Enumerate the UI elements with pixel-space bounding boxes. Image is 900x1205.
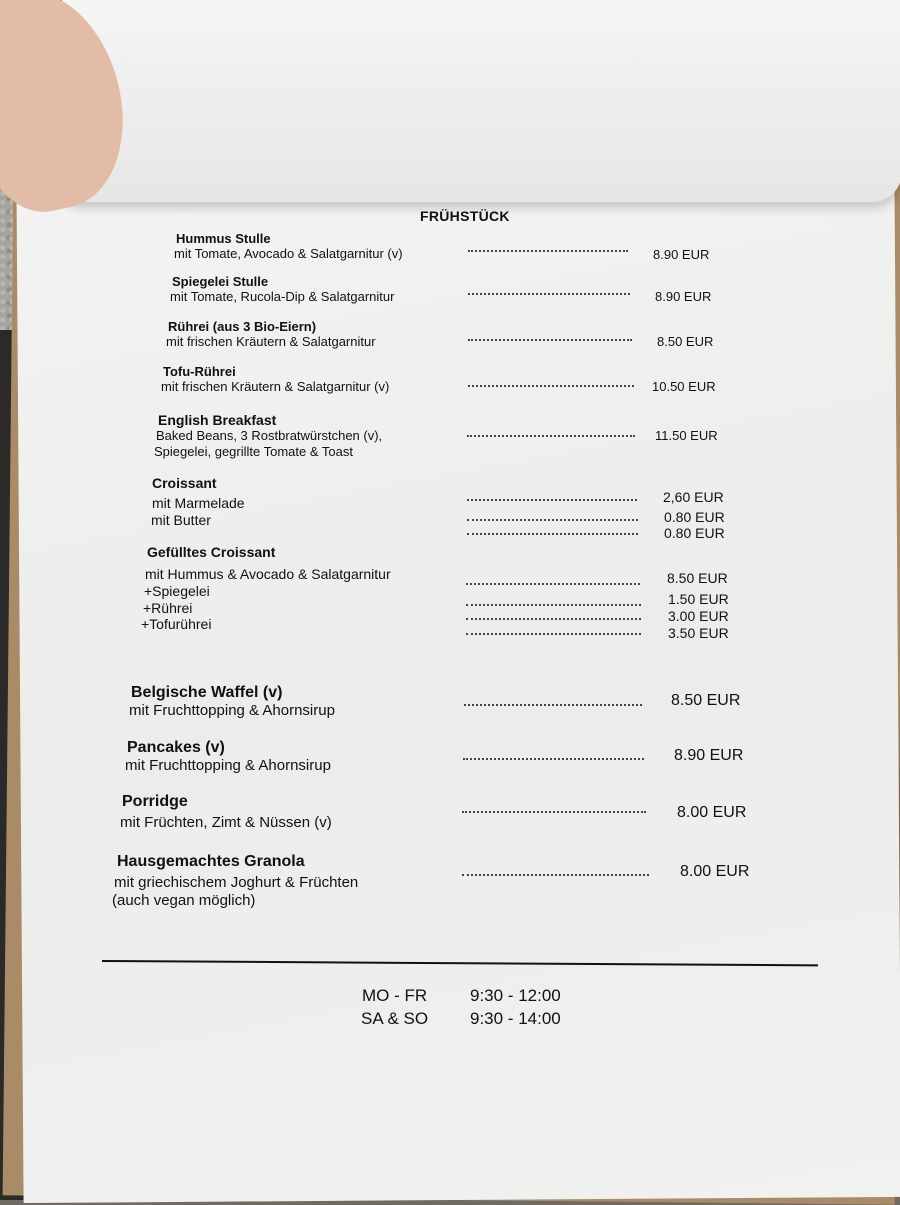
item-name: Hausgemachtes Granola xyxy=(117,853,305,870)
item-price: 8.50 EUR xyxy=(657,334,714,349)
menu-item xyxy=(168,319,376,350)
item-price: 8.00 EUR xyxy=(680,863,750,880)
leader-dots xyxy=(467,435,635,437)
leader-dots xyxy=(466,633,641,635)
item-name: Belgische Waffel (v) xyxy=(131,684,283,701)
opening-days: SA & SO xyxy=(361,1009,429,1028)
item-price: 8.00 EUR xyxy=(677,804,747,821)
item-description: +Spiegelei xyxy=(144,582,210,599)
leader-dots xyxy=(462,811,646,813)
menu-item xyxy=(176,231,403,262)
item-name: English Breakfast xyxy=(158,412,277,428)
leader-dots xyxy=(462,874,649,876)
leader-dots xyxy=(467,533,638,535)
item-name: Rührei (aus 3 Bio-Eiern) xyxy=(168,319,317,334)
menu-item xyxy=(163,364,389,395)
item-price: 8.90 EUR xyxy=(674,747,744,764)
leader-dots xyxy=(466,618,641,620)
menu-item xyxy=(154,412,383,459)
menu-item xyxy=(152,475,245,529)
item-price: 11.50 EUR xyxy=(655,428,718,443)
opening-time: 9:30 - 14:00 xyxy=(470,1009,561,1028)
item-name: Porridge xyxy=(122,793,188,810)
menu-item xyxy=(172,274,394,305)
item-description: (auch vegan möglich) xyxy=(112,892,256,909)
item-name: Tofu-Rührei xyxy=(163,364,236,379)
item-name: Croissant xyxy=(152,475,217,491)
opening-days: MO - FR xyxy=(362,986,428,1005)
leader-dots xyxy=(466,604,641,606)
item-description: mit Fruchttopping & Ahornsirup xyxy=(125,757,331,774)
leader-dots xyxy=(468,339,632,341)
item-description: mit Butter xyxy=(151,511,211,528)
item-description: mit Früchten, Zimt & Nüssen (v) xyxy=(120,814,332,831)
item-description: mit Tomate, Rucola-Dip & Salatgarnitur xyxy=(170,289,395,304)
menu-item xyxy=(122,793,332,832)
item-price: 3.00 EUR xyxy=(668,608,729,624)
leader-dots xyxy=(467,519,638,521)
leader-dots xyxy=(468,250,628,252)
item-price: 10.50 EUR xyxy=(652,379,716,394)
item-description: mit Tomate, Avocado & Salatgarnitur (v) xyxy=(174,246,403,261)
menu-item xyxy=(112,853,359,910)
item-name: Gefülltes Croissant xyxy=(147,544,276,560)
item-price: 8.90 EUR xyxy=(655,289,712,304)
item-name: Hummus Stulle xyxy=(176,231,271,246)
leader-dots xyxy=(468,385,634,387)
item-description: +Tofurührei xyxy=(141,616,212,633)
item-description: +Rührei xyxy=(143,599,193,616)
item-description: mit Fruchttopping & Ahornsirup xyxy=(129,702,335,719)
item-description: mit frischen Kräutern & Salatgarnitur (v) xyxy=(161,379,390,394)
leader-dots xyxy=(466,583,640,585)
section-title: FRÜHSTÜCK xyxy=(420,208,510,224)
leader-dots xyxy=(464,704,642,706)
item-description: mit Hummus & Avocado & Salatgarnitur xyxy=(145,566,391,582)
item-price: 8.50 EUR xyxy=(667,570,728,586)
item-price: 3.50 EUR xyxy=(668,625,729,641)
item-description: mit Marmelade xyxy=(152,495,245,511)
item-description: mit griechischem Joghurt & Früchten xyxy=(114,874,359,891)
opening-time: 9:30 - 12:00 xyxy=(470,986,561,1005)
item-name: Pancakes (v) xyxy=(127,739,225,756)
item-price: 0.80 EUR xyxy=(664,509,725,525)
leader-dots xyxy=(463,758,644,760)
item-price: 2,60 EUR xyxy=(663,489,724,505)
leader-dots xyxy=(467,499,637,501)
item-price: 1.50 EUR xyxy=(668,591,729,607)
item-price: 0.80 EUR xyxy=(664,525,725,541)
menu-item xyxy=(131,684,335,720)
menu-item xyxy=(127,739,331,775)
leader-dots xyxy=(468,293,630,295)
item-price: 8.90 EUR xyxy=(653,247,710,262)
divider-line xyxy=(102,960,818,966)
menu-item xyxy=(141,544,391,633)
item-description: Spiegelei, gegrillte Tomate & Toast xyxy=(154,443,353,459)
item-name: Spiegelei Stulle xyxy=(172,274,269,289)
item-description: Baked Beans, 3 Rostbratwürstchen (v), xyxy=(156,428,383,443)
item-description: mit frischen Kräutern & Salatgarnitur xyxy=(166,334,376,349)
item-price: 8.50 EUR xyxy=(671,692,741,709)
